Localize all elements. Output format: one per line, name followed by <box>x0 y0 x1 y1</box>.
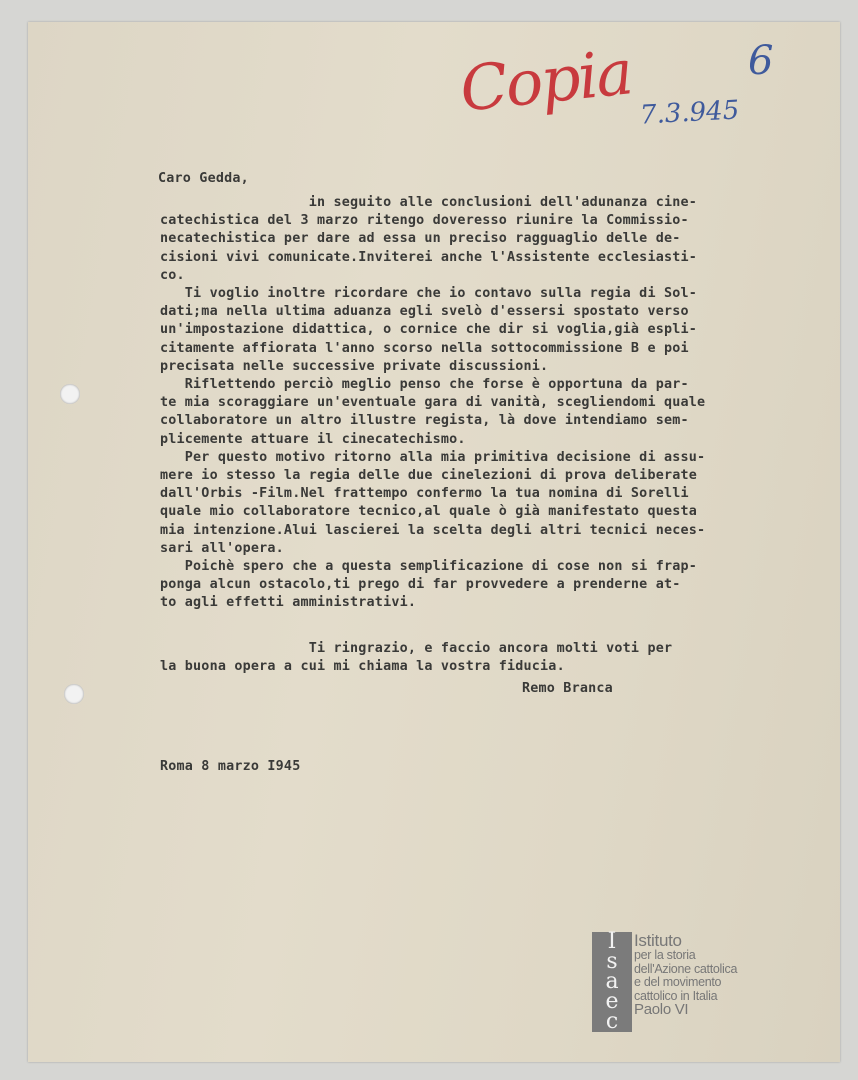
copia-annotation: Copia <box>456 35 635 126</box>
logo-line-3: dell'Azione cattolica <box>634 961 738 976</box>
handwritten-date: 7.3.945 <box>639 95 740 131</box>
letter-signature: Remo Branca <box>522 681 613 696</box>
isacem-logo <box>592 929 742 1036</box>
letter-closing: Ti ringrazio, e faccio ancora molti voti per la buona opera a cui mi chiama la vostra fiducia. <box>160 641 673 675</box>
logo-mark-icon: I s a e c <box>592 932 632 1032</box>
place-and-date: Roma 8 marzo I945 <box>160 759 301 774</box>
page-number: 6 <box>748 38 774 84</box>
punch-hole-top <box>60 384 80 404</box>
punch-hole-bottom <box>64 684 84 704</box>
logo-line-2: per la storia <box>634 948 696 962</box>
logo-text <box>634 932 737 1017</box>
logo-line-1: Istituto <box>634 931 682 950</box>
letter-salutation: Caro Gedda, <box>158 171 249 186</box>
logo-line-4: e del movimento <box>634 975 722 989</box>
letter-body: in seguito alle conclusioni dell'adunanza cine- catechistica del 3 marzo ritengo doveresso riunire la Commissio- necatechistica per dare ad essa un preciso ragguaglio delle de- cisioni vivi comunicate.Inviterei anche l'Assistente ecclesiasti- co. Ti voglio inoltre ricordare che io contavo sulla regia di Sol- dati;ma nella ultima aduanza egli svelò d'essersi spostato verso un'impostazione didattica, o cornice che dir si voglia,già espli- citamente affiorata l'anno scorso nella sottocommissione B e poi precisata nelle successive private discussioni. Riflettendo perciò meglio penso che forse è opportuna da par- te mia scoraggiare un'eventuale gara di vanità, scegliendomi quale collaboratore un altro illustre regista, là dove intendiamo sem- plicemente attuare il cinecatechismo. Per questo motivo ritorno alla mia primitiva decisione di assu- mere io stesso la regia delle due cinelezioni di prova deliberate dall'Orbis -Film.Nel frattempo confermo la tua nomina di Sorelli quale mio collaboratore tecnico,al quale ò già manifestato questa mia intenzione.Alui lascierei la scelta degli altri tecnici neces- sari all'opera. Poichè spero che a questa semplificazione di cose non si frap- ponga alcun ostacolo,ti prego di far provvedere a prenderne at- to agli effetti amministrativi. <box>160 195 706 611</box>
logo-line-5: cattolico in Italia <box>634 988 718 1003</box>
logo-line-6: Paolo VI <box>634 1001 689 1018</box>
